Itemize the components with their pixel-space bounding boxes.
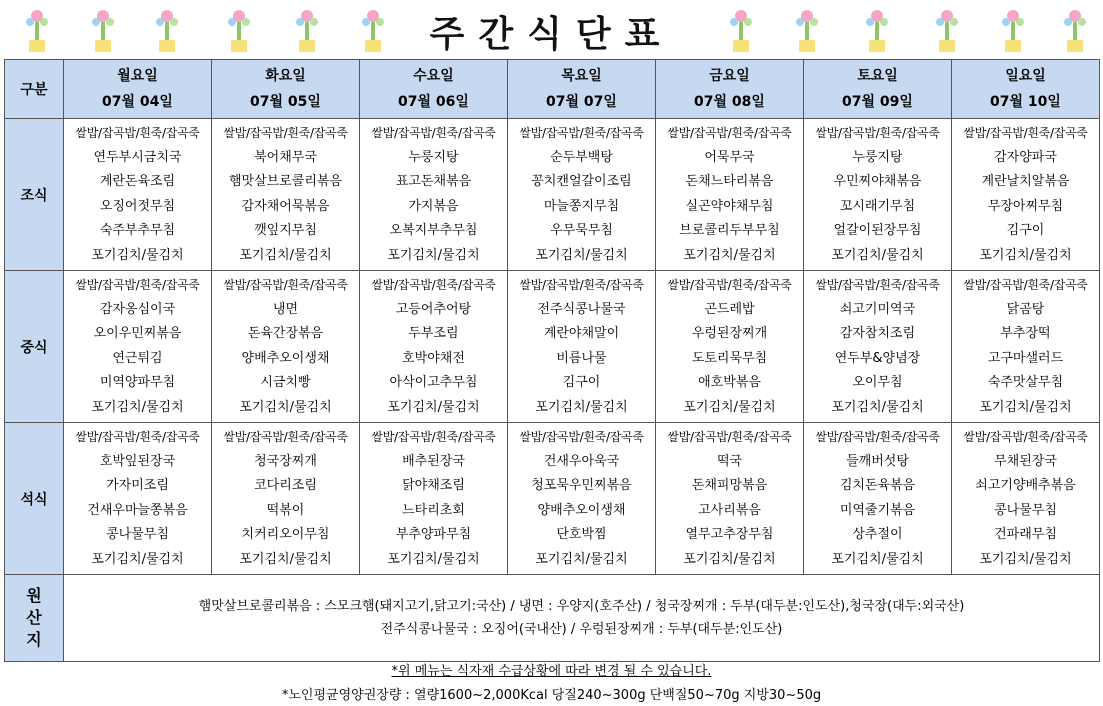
menu-item: 무채된장국 xyxy=(994,453,1057,469)
menu-item: 김구이 xyxy=(562,375,601,390)
origin-label-char: 산 xyxy=(26,608,42,627)
menu-item: 쌀밥/잡곡밥/흰죽/잡곡죽 xyxy=(667,430,792,444)
origin-line: 전주식콩나물국 : 오징어(국내산) / 우렁된장찌개 : 두부(대두분:인도산) xyxy=(380,622,783,637)
menu-cell xyxy=(360,271,508,423)
menu-item: 치커리오이무침 xyxy=(241,527,330,542)
day-date: 07월 05일 xyxy=(250,94,321,110)
origin-label-char: 지 xyxy=(26,630,42,649)
menu-item: 실곤약야채무침 xyxy=(685,198,774,214)
menu-item: 두부조림 xyxy=(408,326,459,341)
menu-cell xyxy=(212,119,360,271)
menu-item: 포기김치/물김치 xyxy=(91,551,184,567)
menu-item: 곤드레밥 xyxy=(704,301,755,317)
menu-cell xyxy=(508,423,656,575)
menu-item: 김구이 xyxy=(1006,223,1045,238)
menu-item: 고사리볶음 xyxy=(698,502,761,518)
menu-item: 쌀밥/잡곡밥/흰죽/잡곡죽 xyxy=(963,126,1088,140)
day-name: 금요일 xyxy=(709,68,750,84)
day-name: 수요일 xyxy=(413,68,454,84)
menu-item: 오이우민찌볶음 xyxy=(93,326,182,341)
menu-item: 오이무침 xyxy=(852,375,903,390)
menu-item: 느타리초회 xyxy=(402,502,465,518)
menu-cell xyxy=(360,119,508,271)
menu-item: 쌀밥/잡곡밥/흰죽/잡곡죽 xyxy=(815,278,940,292)
menu-cell xyxy=(952,271,1100,423)
menu-item: 감자참치조림 xyxy=(839,326,916,341)
menu-item: 돈채느타리볶음 xyxy=(685,174,774,189)
menu-item: 우민찌야채볶음 xyxy=(833,174,922,189)
day-header xyxy=(360,60,508,119)
menu-item: 쌀밥/잡곡밥/흰죽/잡곡죽 xyxy=(223,126,348,140)
menu-cell xyxy=(804,271,952,423)
menu-item: 어묵무국 xyxy=(704,149,755,165)
menu-item: 떡볶이 xyxy=(266,502,305,518)
menu-cell xyxy=(64,119,212,271)
day-header xyxy=(952,60,1100,119)
menu-cell xyxy=(64,423,212,575)
menu-item: 아삭이고추무침 xyxy=(389,375,478,390)
menu-item: 콩나물무침 xyxy=(106,527,169,542)
menu-item: 포기김치/물김치 xyxy=(683,247,776,263)
change-notice: *위 메뉴는 식자재 수급상황에 따라 변경 될 수 있습니다. xyxy=(391,664,712,679)
menu-item: 포기김치/물김치 xyxy=(91,247,184,263)
menu-item: 호박잎된장국 xyxy=(99,453,176,469)
menu-item: 건파래무침 xyxy=(994,527,1057,542)
page-title: 주간식단표 xyxy=(429,14,674,55)
menu-item: 숙주맛살무침 xyxy=(987,375,1064,390)
menu-item: 우렁된장찌개 xyxy=(691,326,768,341)
menu-item: 가자미조림 xyxy=(106,478,169,493)
menu-item: 연두부&양념장 xyxy=(834,350,921,366)
menu-item: 포기김치/물김치 xyxy=(535,247,628,263)
menu-item: 얼갈이된장무침 xyxy=(833,223,922,238)
day-header xyxy=(64,60,212,119)
day-header xyxy=(212,60,360,119)
menu-item: 브로콜리두부무침 xyxy=(679,223,780,238)
menu-item: 감자옹심이국 xyxy=(99,301,176,317)
menu-item: 도토리묵무침 xyxy=(691,350,768,366)
menu-item: 쌀밥/잡곡밥/흰죽/잡곡죽 xyxy=(667,126,792,140)
menu-item: 쇠고기양배추볶음 xyxy=(975,478,1076,493)
menu-item: 청포묵우민찌볶음 xyxy=(531,478,632,493)
meal-row xyxy=(5,423,1100,575)
day-name: 화요일 xyxy=(265,68,306,84)
menu-item: 포기김치/물김치 xyxy=(239,551,332,567)
origin-label xyxy=(5,575,64,662)
menu-item: 포기김치/물김치 xyxy=(683,551,776,567)
menu-item: 누룽지탕 xyxy=(408,149,459,165)
day-name: 월요일 xyxy=(117,68,158,84)
menu-item: 양배추오이생채 xyxy=(537,502,626,518)
menu-item: 꼬시래기무침 xyxy=(839,198,916,214)
menu-item: 우무묵무침 xyxy=(550,223,613,238)
menu-item: 쌀밥/잡곡밥/흰죽/잡곡죽 xyxy=(371,126,496,140)
menu-cell xyxy=(952,119,1100,271)
menu-item: 깻잎지무침 xyxy=(254,223,317,238)
menu-item: 애호박볶음 xyxy=(698,375,761,390)
menu-item: 포기김치/물김치 xyxy=(535,399,628,415)
day-name: 목요일 xyxy=(561,68,602,84)
day-date: 07월 10일 xyxy=(990,94,1061,110)
menu-item: 쌀밥/잡곡밥/흰죽/잡곡죽 xyxy=(519,278,644,292)
menu-item: 시금치빵 xyxy=(260,375,311,390)
menu-item: 냉면 xyxy=(272,301,299,317)
menu-item: 순두부백탕 xyxy=(550,149,613,165)
menu-item: 쌀밥/잡곡밥/흰죽/잡곡죽 xyxy=(223,430,348,444)
menu-item: 햄맛살브로콜리볶음 xyxy=(228,174,343,189)
menu-item: 포기김치/물김치 xyxy=(831,247,924,263)
menu-item: 감자양파국 xyxy=(994,149,1057,165)
menu-item: 쇠고기미역국 xyxy=(839,301,916,317)
menu-cell xyxy=(64,271,212,423)
menu-item: 코다리조림 xyxy=(254,478,317,493)
menu-item: 포기김치/물김치 xyxy=(387,399,480,415)
day-date: 07월 09일 xyxy=(842,94,913,110)
menu-item: 쌀밥/잡곡밥/흰죽/잡곡죽 xyxy=(371,430,496,444)
menu-item: 쌀밥/잡곡밥/흰죽/잡곡죽 xyxy=(667,278,792,292)
menu-item: 누룽지탕 xyxy=(852,149,903,165)
menu-item: 포기김치/물김치 xyxy=(387,551,480,567)
day-date: 07월 04일 xyxy=(102,94,173,110)
menu-item: 북어채무국 xyxy=(254,149,317,165)
menu-cell xyxy=(508,119,656,271)
day-date: 07월 08일 xyxy=(694,94,765,110)
category-header: 구분 xyxy=(5,60,64,119)
menu-item: 계란돈육조림 xyxy=(99,174,176,189)
meal-row xyxy=(5,271,1100,423)
menu-item: 감자채어묵볶음 xyxy=(241,198,330,214)
menu-item: 쌀밥/잡곡밥/흰죽/잡곡죽 xyxy=(519,430,644,444)
menu-item: 고등어추어탕 xyxy=(395,301,472,317)
menu-item: 포기김치/물김치 xyxy=(387,247,480,263)
menu-item: 쌀밥/잡곡밥/흰죽/잡곡죽 xyxy=(75,430,200,444)
day-name: 일요일 xyxy=(1005,68,1046,84)
menu-cell xyxy=(952,423,1100,575)
menu-cell xyxy=(656,423,804,575)
menu-item: 청국장찌개 xyxy=(254,453,317,469)
menu-item: 배추된장국 xyxy=(402,453,465,469)
menu-item: 포기김치/물김치 xyxy=(979,399,1072,415)
menu-item: 포기김치/물김치 xyxy=(239,247,332,263)
menu-item: 닭야채조림 xyxy=(402,478,465,493)
menu-cell xyxy=(804,423,952,575)
menu-item: 쌀밥/잡곡밥/흰죽/잡곡죽 xyxy=(815,430,940,444)
menu-item: 부추장떡 xyxy=(1000,326,1051,341)
menu-cell xyxy=(360,423,508,575)
menu-item: 포기김치/물김치 xyxy=(979,551,1072,567)
menu-item: 포기김치/물김치 xyxy=(831,551,924,567)
menu-item: 쌀밥/잡곡밥/흰죽/잡곡죽 xyxy=(371,278,496,292)
menu-item: 계란날치알볶음 xyxy=(981,174,1070,189)
menu-item: 연두부시금치국 xyxy=(93,149,182,165)
menu-cell xyxy=(656,119,804,271)
day-name: 토요일 xyxy=(857,68,898,84)
menu-item: 포기김치/물김치 xyxy=(91,399,184,415)
menu-item: 열무고추장무침 xyxy=(685,527,774,542)
menu-item: 비름나물 xyxy=(556,350,607,366)
meal-label: 중식 xyxy=(5,271,64,423)
menu-item: 미역줄기볶음 xyxy=(839,502,916,518)
meal-label: 조식 xyxy=(5,119,64,271)
menu-item: 표고돈채볶음 xyxy=(395,174,472,189)
menu-item: 쌀밥/잡곡밥/흰죽/잡곡죽 xyxy=(75,278,200,292)
menu-item: 닭곰탕 xyxy=(1006,301,1045,317)
menu-item: 숙주부추무침 xyxy=(99,223,176,238)
day-header xyxy=(804,60,952,119)
menu-item: 건새우마늘쫑볶음 xyxy=(87,502,188,518)
menu-item: 호박야채전 xyxy=(402,350,465,366)
menu-item: 돈채피망볶음 xyxy=(691,478,768,493)
origin-label-char: 원 xyxy=(26,586,42,605)
menu-item: 전주식콩나물국 xyxy=(537,301,626,317)
meal-rows xyxy=(5,119,1100,575)
menu-item: 들깨버섯탕 xyxy=(846,453,909,469)
origin-info xyxy=(64,575,1100,662)
menu-item: 단호박찜 xyxy=(556,527,607,542)
menu-item: 계란야채말이 xyxy=(543,326,620,341)
menu-cell xyxy=(508,271,656,423)
meal-row xyxy=(5,119,1100,271)
menu-item: 떡국 xyxy=(716,453,743,469)
menu-cell xyxy=(656,271,804,423)
day-date: 07월 06일 xyxy=(398,94,469,110)
menu-item: 포기김치/물김치 xyxy=(535,551,628,567)
menu-cell xyxy=(212,271,360,423)
menu-item: 쌀밥/잡곡밥/흰죽/잡곡죽 xyxy=(223,278,348,292)
menu-item: 포기김치/물김치 xyxy=(831,399,924,415)
menu-item: 건새우아욱국 xyxy=(543,453,620,469)
menu-item: 포기김치/물김치 xyxy=(979,247,1072,263)
menu-item: 부추양파무침 xyxy=(395,527,472,542)
menu-item: 쌀밥/잡곡밥/흰죽/잡곡죽 xyxy=(815,126,940,140)
menu-item: 포기김치/물김치 xyxy=(683,399,776,415)
menu-item: 연근튀김 xyxy=(112,350,163,366)
origin-row xyxy=(5,575,1100,662)
menu-item: 김치돈육볶음 xyxy=(839,478,916,493)
menu-item: 상추절이 xyxy=(852,527,903,542)
menu-item: 콩나물무침 xyxy=(994,502,1057,518)
title-bar xyxy=(0,0,1103,58)
day-date: 07월 07일 xyxy=(546,94,617,110)
weekly-menu-table xyxy=(4,59,1100,662)
menu-item: 쌀밥/잡곡밥/흰죽/잡곡죽 xyxy=(963,278,1088,292)
menu-item: 양배추오이생채 xyxy=(241,350,330,366)
menu-item: 무장아찌무침 xyxy=(987,198,1064,214)
menu-item: 돈육간장볶음 xyxy=(247,326,324,341)
meal-label: 석식 xyxy=(5,423,64,575)
header-row xyxy=(5,60,1100,119)
menu-item: 미역양파무침 xyxy=(99,375,176,390)
day-header xyxy=(508,60,656,119)
menu-item: 고구마샐러드 xyxy=(987,350,1064,366)
nutrition-guideline: *노인평균영양권장량 : 열량1600~2,000Kcal 당질240~300g 단백질50~70g 지방30~50g xyxy=(281,688,822,703)
menu-item: 쌀밥/잡곡밥/흰죽/잡곡죽 xyxy=(963,430,1088,444)
menu-cell xyxy=(212,423,360,575)
menu-cell xyxy=(804,119,952,271)
menu-item: 쌀밥/잡곡밥/흰죽/잡곡죽 xyxy=(519,126,644,140)
menu-item: 오복지부추무침 xyxy=(389,223,478,238)
menu-item: 포기김치/물김치 xyxy=(239,399,332,415)
menu-item: 쌀밥/잡곡밥/흰죽/잡곡죽 xyxy=(75,126,200,140)
menu-item: 가지볶음 xyxy=(408,198,459,214)
menu-item: 오징어젓무침 xyxy=(99,198,176,214)
day-header xyxy=(656,60,804,119)
origin-line: 햄맛살브로콜리볶음 : 스모크햄(돼지고기,닭고기:국산) / 냉면 : 우양지(호주산) / 청국장찌개 : 두부(대두분:인도산),청국장(대두:외국산) xyxy=(198,599,965,614)
menu-item: 마늘쫑지무침 xyxy=(543,198,620,214)
menu-item: 꽁치캔얼갈이조림 xyxy=(531,174,632,189)
